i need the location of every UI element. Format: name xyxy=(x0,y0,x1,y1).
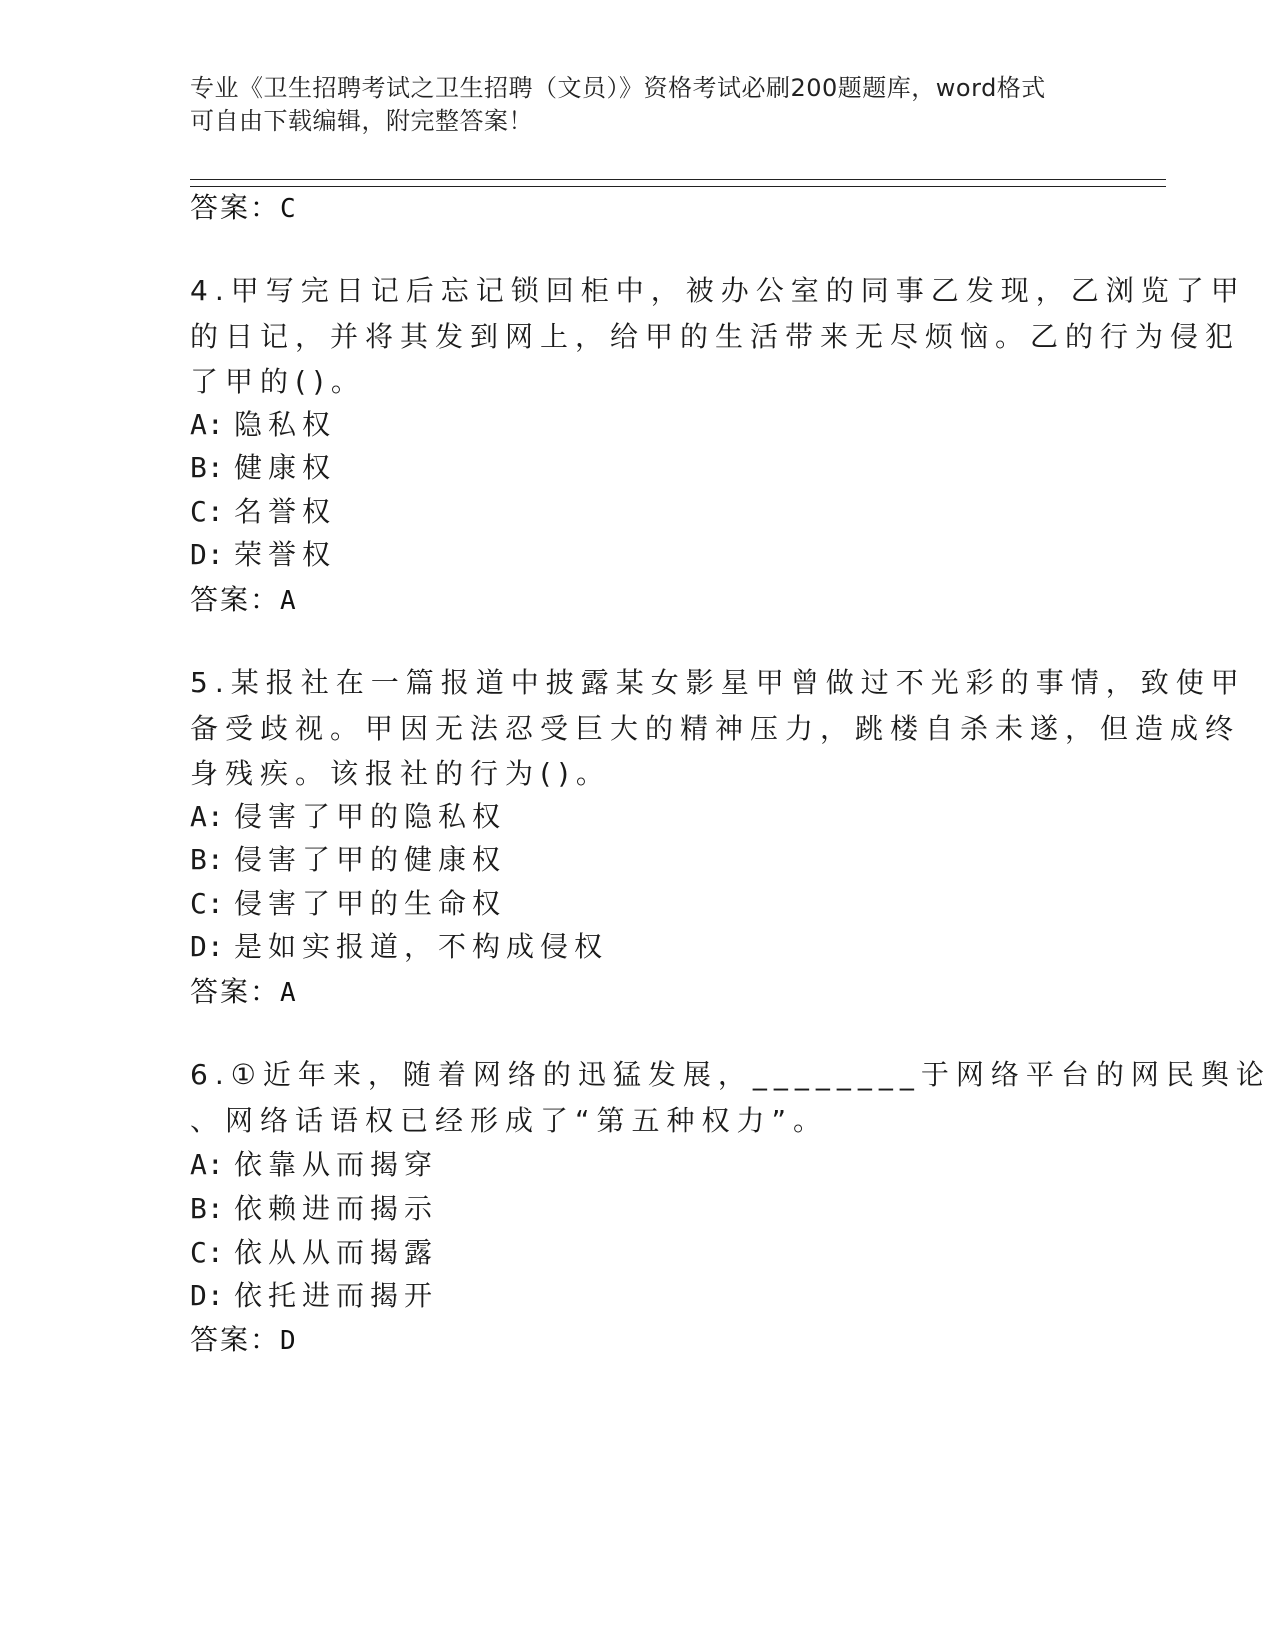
option-text: 侵害了甲的隐私权 xyxy=(234,800,507,833)
option-letter: C: xyxy=(190,887,224,920)
question-line: 6.①近年来，随着网络的迅猛发展，________于网络平台的网民舆论 xyxy=(190,1058,1271,1091)
q4-option-c xyxy=(190,490,336,530)
option-text: 名誉权 xyxy=(234,495,337,528)
question-line: 、网络话语权已经形成了“第五种权力”。 xyxy=(190,1103,829,1137)
option-letter: C: xyxy=(190,495,224,528)
q4-option-d xyxy=(190,533,336,573)
question-line: 身残疾。该报社的行为()。 xyxy=(190,757,611,790)
question-line: 5.某报社在一篇报道中披露某女影星甲曾做过不光彩的事情，致使甲 xyxy=(190,666,1246,699)
option-letter: B: xyxy=(190,1192,224,1225)
q5-answer xyxy=(190,970,298,1010)
question-5 xyxy=(190,660,1246,797)
option-letter: D: xyxy=(190,930,224,963)
answer-label: 答案： xyxy=(190,191,281,224)
q6-option-c xyxy=(190,1231,438,1271)
option-text: 侵害了甲的生命权 xyxy=(234,887,507,920)
q6-option-a xyxy=(190,1143,438,1183)
answer-prev xyxy=(190,186,298,226)
answer-value: D xyxy=(280,1326,298,1356)
answer-value: A xyxy=(280,586,298,616)
option-text: 是如实报道，不构成侵权 xyxy=(234,930,609,963)
question-line: 4.甲写完日记后忘记锁回柜中，被办公室的同事乙发现，乙浏览了甲 xyxy=(190,274,1246,307)
answer-label: 答案： xyxy=(190,583,281,616)
answer-label: 答案： xyxy=(190,1323,281,1356)
q5-option-c xyxy=(190,882,506,922)
q5-option-b xyxy=(190,838,506,878)
document-header xyxy=(190,72,1090,138)
q5-option-d xyxy=(190,925,608,965)
q6-answer xyxy=(190,1318,298,1358)
option-letter: D: xyxy=(190,538,224,571)
answer-label: 答案： xyxy=(190,975,281,1008)
option-text: 侵害了甲的健康权 xyxy=(234,843,507,876)
option-letter: A: xyxy=(190,800,224,833)
q6-option-b xyxy=(190,1187,438,1227)
q6-option-d xyxy=(190,1274,438,1314)
q4-answer xyxy=(190,578,298,618)
option-text: 依赖进而揭示 xyxy=(234,1192,439,1225)
q4-option-a xyxy=(190,403,336,443)
header-divider xyxy=(190,179,1166,187)
header-line-2: 可自由下载编辑，附完整答案！ xyxy=(190,107,533,135)
header-line-1: 专业《卫生招聘考试之卫生招聘（文员）》资格考试必刷200题题库，word格式 xyxy=(190,74,1046,102)
option-letter: B: xyxy=(190,843,224,876)
option-letter: C: xyxy=(190,1236,224,1269)
question-6 xyxy=(190,1052,1271,1143)
question-line: 备受歧视。甲因无法忍受巨大的精神压力，跳楼自杀未遂，但造成终 xyxy=(190,711,1241,745)
option-text: 依从从而揭露 xyxy=(234,1236,439,1269)
option-text: 依靠从而揭穿 xyxy=(234,1148,439,1181)
option-text: 健康权 xyxy=(234,451,337,484)
option-letter: B: xyxy=(190,451,224,484)
question-line: 的日记，并将其发到网上，给甲的生活带来无尽烦恼。乙的行为侵犯 xyxy=(190,319,1241,353)
option-text: 荣誉权 xyxy=(234,538,337,571)
q5-option-a xyxy=(190,795,506,835)
option-text: 隐私权 xyxy=(234,408,337,441)
answer-value: A xyxy=(280,978,298,1008)
q4-option-b xyxy=(190,446,336,486)
option-letter: A: xyxy=(190,408,224,441)
option-letter: D: xyxy=(190,1279,224,1312)
question-line: 了甲的()。 xyxy=(190,365,366,398)
answer-value: C xyxy=(280,194,298,224)
option-letter: A: xyxy=(190,1148,224,1181)
option-text: 依托进而揭开 xyxy=(234,1279,439,1312)
question-4 xyxy=(190,268,1246,405)
